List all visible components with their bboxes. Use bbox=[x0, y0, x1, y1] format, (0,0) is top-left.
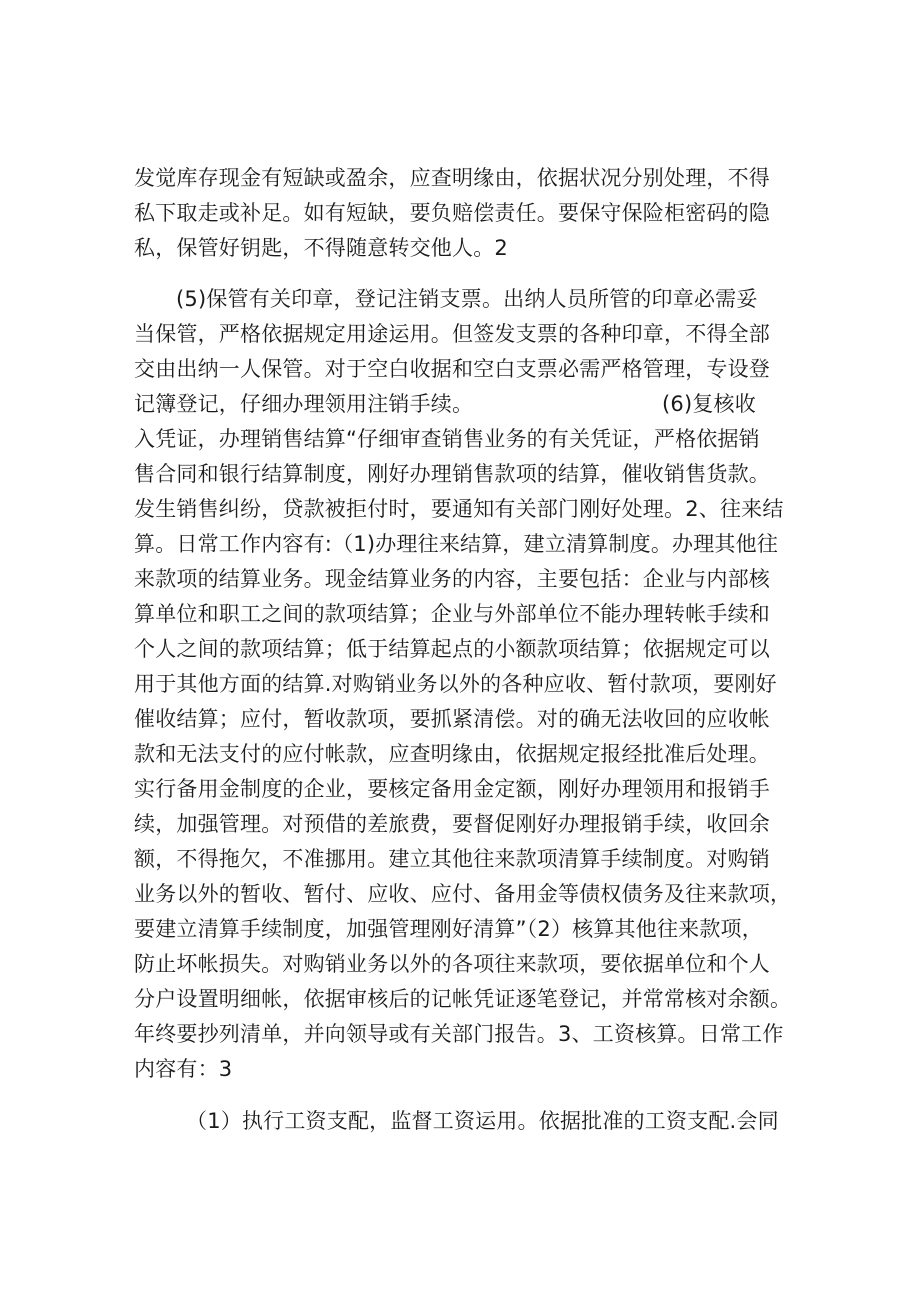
text-line: 售合同和银行结算制度，刚好办理销售款项的结算，催收销售货款。 bbox=[134, 462, 770, 486]
text-line: 额，不得拖欠，不准挪用。建立其他往来款项清算手续制度。对购销 bbox=[134, 847, 770, 871]
text-line: 私下取走或补足。如有短缺，要负赔偿责任。要保守保险柜密码的隐 bbox=[134, 201, 770, 225]
text-line: 用于其他方面的结算.对购销业务以外的各种应收、暂付款项，要刚好 bbox=[134, 672, 777, 696]
text-line: 分户设置明细帐，依据审核后的记帐凭证逐笔登记，并常常核对余额。 bbox=[134, 987, 792, 1011]
text-line: 个人之间的款项结算；低于结算起点的小额款项结算；依据规定可以 bbox=[134, 637, 770, 661]
text-line: 业务以外的暂收、暂付、应收、应付、备用金等债权债务及往来款项， bbox=[134, 882, 792, 906]
text-line: 年终要抄列清单，并向领导或有关部门报告。3、工资核算。日常工作 bbox=[134, 1022, 784, 1046]
text-line: 款和无法支付的应付帐款，应查明缘由，依据规定报经批准后处理。 bbox=[134, 742, 770, 766]
text-line: 续，加强管理。对预借的差旅费，要督促刚好办理报销手续，收回余 bbox=[134, 812, 770, 836]
text-line: (5)保管有关印章，登记注销支票。出纳人员所管的印章必需妥 bbox=[176, 287, 758, 311]
text-line: 私，保管好钥匙，不得随意转交他人。2 bbox=[134, 236, 508, 260]
text-line: 当保管，严格依据规定用途运用。但签发支票的各种印章，不得全部 bbox=[134, 322, 770, 346]
text-line: 发觉库存现金有短缺或盈余，应查明缘由，依据状况分别处理，不得 bbox=[134, 166, 770, 190]
text-line: 催收结算；应付，暂收款项，要抓紧清偿。对的确无法收回的应收帐 bbox=[134, 707, 770, 731]
text-line: (6)复核收 bbox=[662, 392, 756, 416]
text-line: 算。日常工作内容有:（1)办理往来结算，建立清算制度。办理其他往 bbox=[134, 532, 779, 556]
text-line: 交由出纳一人保管。对于空白收据和空白支票必需严格管理，专设登 bbox=[134, 357, 770, 381]
text-line: 来款项的结算业务。现金结算业务的内容，主要包括：企业与内部核 bbox=[134, 567, 770, 591]
text-line: （1）执行工资支配，监督工资运用。依据批准的工资支配.会同 bbox=[186, 1109, 779, 1133]
text-line: 入凭证，办理销售结算“仔细审查销售业务的有关凭证，严格依据销 bbox=[134, 427, 760, 451]
text-line: 算单位和职工之间的款项结算；企业与外部单位不能办理转帐手续和 bbox=[134, 602, 770, 626]
text-line: 防止坏帐损失。对购销业务以外的各项往来款项，要依据单位和个人 bbox=[134, 952, 770, 976]
text-line: 内容有：3 bbox=[134, 1057, 233, 1081]
text-line: 要建立清算手续制度，加强管理刚好清算”（2）核算其他往来款项， bbox=[134, 917, 763, 941]
text-line: 实行备用金制度的企业，要核定备用金定额，刚好办理领用和报销手 bbox=[134, 777, 770, 801]
text-line: 发生销售纠纷，贷款被拒付时，要通知有关部门刚好处理。2、往来结 bbox=[134, 497, 784, 521]
text-line: 记簿登记，仔细办理领用注销手续。 bbox=[134, 392, 474, 416]
